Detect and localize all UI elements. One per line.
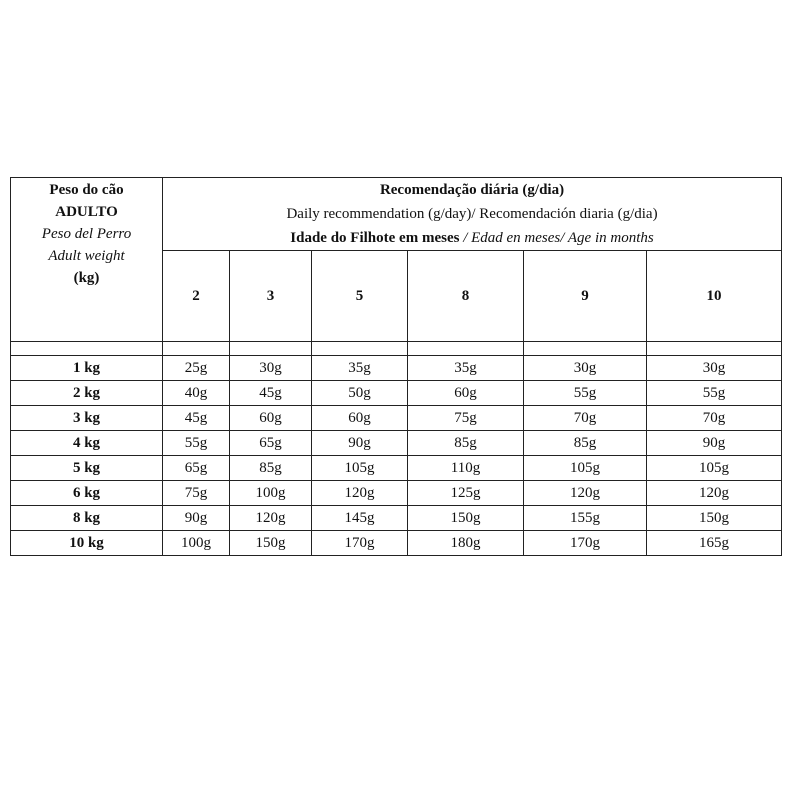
- table-row: [11, 356, 782, 381]
- grams-cell: 110g: [408, 456, 524, 481]
- age-header-italic: / Edad en meses/ Age in months: [459, 230, 654, 246]
- grams-cell: 45g: [163, 406, 230, 431]
- grams-cell: 35g: [312, 356, 408, 381]
- table-row: [11, 406, 782, 431]
- grams-cell: 70g: [524, 406, 647, 431]
- age-header-cell: 3: [230, 251, 312, 342]
- grams-cell: 120g: [230, 506, 312, 531]
- grams-cell: 170g: [312, 531, 408, 556]
- grams-cell: 120g: [524, 481, 647, 506]
- grams-cell: 25g: [163, 356, 230, 381]
- table-row: [11, 481, 782, 506]
- grams-cell: 35g: [408, 356, 524, 381]
- recommendation-title: Recomendação diária (g/dia): [379, 182, 565, 198]
- grams-cell: 75g: [408, 406, 524, 431]
- spacer-cell: [524, 342, 647, 356]
- table-row: [11, 506, 782, 531]
- grams-cell: 60g: [230, 406, 312, 431]
- spacer-cell: [11, 342, 163, 356]
- grams-cell: 105g: [647, 456, 782, 481]
- grams-cell: 30g: [647, 356, 782, 381]
- grams-cell: 105g: [312, 456, 408, 481]
- grams-cell: 165g: [647, 531, 782, 556]
- grams-cell: 170g: [524, 531, 647, 556]
- feeding-table: [10, 177, 782, 556]
- table-row: [11, 381, 782, 406]
- age-header-cell: 10: [647, 251, 782, 342]
- grams-cell: 75g: [163, 481, 230, 506]
- grams-cell: 180g: [408, 531, 524, 556]
- grams-cell: 30g: [524, 356, 647, 381]
- table-row: [11, 431, 782, 456]
- age-header-cell: 9: [524, 251, 647, 342]
- grams-cell: 100g: [230, 481, 312, 506]
- weight-cell: 5 kg: [11, 456, 163, 481]
- weight-header-pt: Peso do cão: [49, 182, 124, 198]
- recommendation-header: [163, 178, 782, 251]
- weight-header-unit: (kg): [73, 270, 100, 286]
- grams-cell: 55g: [524, 381, 647, 406]
- weight-header-en: Adult weight: [48, 248, 125, 264]
- recommendation-subtitle: Daily recommendation (g/day)/ Recomendación diaria (g/dia): [286, 206, 658, 222]
- grams-cell: 90g: [163, 506, 230, 531]
- grams-cell: 40g: [163, 381, 230, 406]
- weight-cell: 2 kg: [11, 381, 163, 406]
- grams-cell: 50g: [312, 381, 408, 406]
- weight-cell: 8 kg: [11, 506, 163, 531]
- grams-cell: 85g: [408, 431, 524, 456]
- grams-cell: 120g: [647, 481, 782, 506]
- spacer-row: [11, 342, 782, 356]
- weight-column-header: [11, 178, 163, 342]
- grams-cell: 85g: [524, 431, 647, 456]
- grams-cell: 90g: [647, 431, 782, 456]
- weight-cell: 3 kg: [11, 406, 163, 431]
- grams-cell: 150g: [230, 531, 312, 556]
- age-header-cell: 5: [312, 251, 408, 342]
- grams-cell: 145g: [312, 506, 408, 531]
- spacer-cell: [647, 342, 782, 356]
- grams-cell: 60g: [312, 406, 408, 431]
- grams-cell: 45g: [230, 381, 312, 406]
- age-header-bold: Idade do Filhote em meses: [290, 230, 460, 246]
- weight-header-es: Peso del Perro: [41, 226, 132, 242]
- spacer-cell: [312, 342, 408, 356]
- weight-cell: 10 kg: [11, 531, 163, 556]
- spacer-cell: [163, 342, 230, 356]
- grams-cell: 90g: [312, 431, 408, 456]
- age-header-cell: 2: [163, 251, 230, 342]
- grams-cell: 70g: [647, 406, 782, 431]
- weight-header-adult: ADULTO: [55, 204, 118, 220]
- grams-cell: 120g: [312, 481, 408, 506]
- spacer-cell: [408, 342, 524, 356]
- grams-cell: 150g: [647, 506, 782, 531]
- grams-cell: 155g: [524, 506, 647, 531]
- spacer-cell: [230, 342, 312, 356]
- grams-cell: 85g: [230, 456, 312, 481]
- grams-cell: 55g: [647, 381, 782, 406]
- age-header-cell: 8: [408, 251, 524, 342]
- table-body: [11, 342, 782, 556]
- grams-cell: 65g: [230, 431, 312, 456]
- grams-cell: 55g: [163, 431, 230, 456]
- grams-cell: 65g: [163, 456, 230, 481]
- weight-cell: 6 kg: [11, 481, 163, 506]
- table-row: [11, 531, 782, 556]
- weight-cell: 1 kg: [11, 356, 163, 381]
- grams-cell: 30g: [230, 356, 312, 381]
- grams-cell: 125g: [408, 481, 524, 506]
- grams-cell: 100g: [163, 531, 230, 556]
- table-row: [11, 456, 782, 481]
- weight-cell: 4 kg: [11, 431, 163, 456]
- grams-cell: 60g: [408, 381, 524, 406]
- grams-cell: 105g: [524, 456, 647, 481]
- grams-cell: 150g: [408, 506, 524, 531]
- age-header-line: [163, 226, 781, 250]
